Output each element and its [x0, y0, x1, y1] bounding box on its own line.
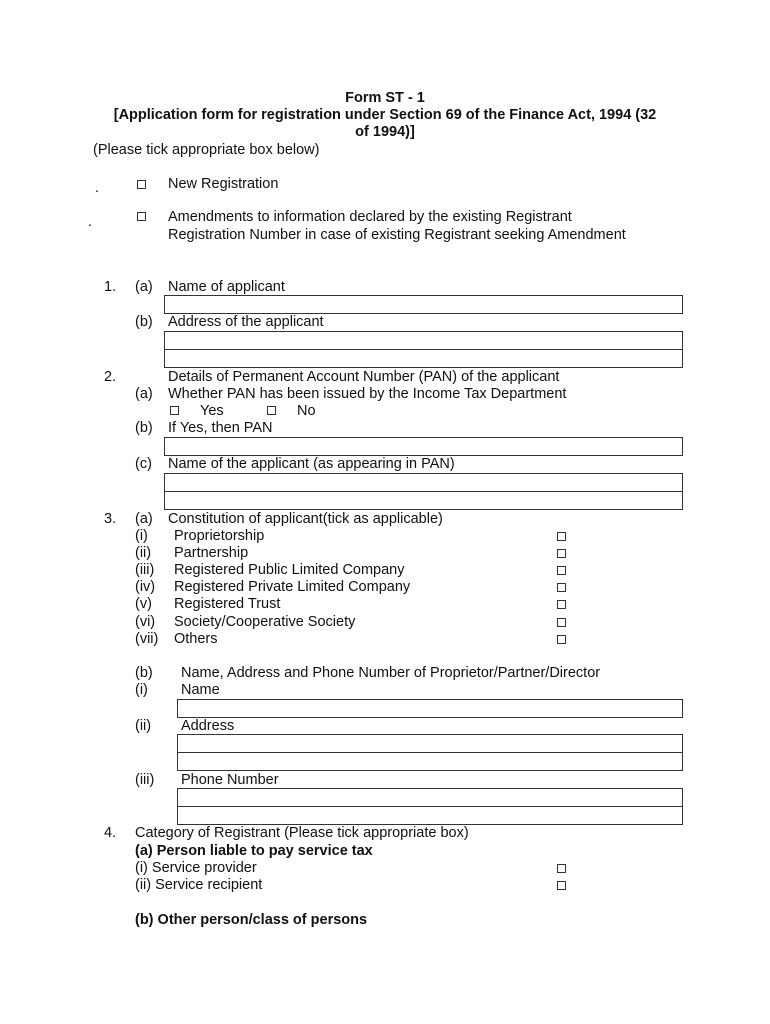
q1a-label: Name of applicant	[168, 279, 285, 295]
q3b-ii-marker: (ii)	[135, 718, 152, 734]
constitution-option-label: Registered Trust	[174, 596, 281, 612]
pan-yes-label: Yes	[200, 403, 224, 419]
constitution-option-checkbox[interactable]	[557, 566, 566, 575]
constitution-option-label: Proprietorship	[174, 528, 265, 544]
applicant-name-field[interactable]	[164, 295, 683, 314]
service-provider-checkbox[interactable]	[557, 864, 566, 873]
pan-no-label: No	[297, 403, 316, 419]
constitution-option-marker: (iv)	[135, 579, 156, 595]
applicant-address-field-1[interactable]	[164, 331, 683, 350]
bullet: .	[88, 214, 93, 230]
q3b-i-label: Name	[181, 682, 220, 698]
q3a-label: Constitution of applicant(tick as applicable)	[168, 511, 443, 527]
amendment-label-line1: Amendments to information declared by the existing Registrant	[168, 209, 572, 225]
applicant-address-field-2[interactable]	[164, 349, 683, 368]
q2c-label: Name of the applicant (as appearing in PAN)	[168, 456, 455, 472]
constitution-option-label: Registered Private Limited Company	[174, 579, 411, 595]
q2a-marker: (a)	[135, 386, 153, 402]
new-registration-label: New Registration	[168, 176, 279, 192]
instruction-text: (Please tick appropriate box below)	[93, 142, 320, 158]
service-recipient-label: (ii) Service recipient	[135, 877, 263, 893]
pan-name-field-1[interactable]	[164, 473, 683, 492]
q3-number: 3.	[104, 511, 117, 527]
q2-number: 2.	[104, 369, 117, 385]
constitution-option-checkbox[interactable]	[557, 532, 566, 541]
constitution-option-checkbox[interactable]	[557, 635, 566, 644]
q3a-marker: (a)	[135, 511, 153, 527]
q4-number: 4.	[104, 825, 117, 841]
constitution-option-checkbox[interactable]	[557, 583, 566, 592]
amendment-checkbox[interactable]	[137, 212, 146, 221]
amendment-label-line2: Registration Number in case of existing Registrant seeking Amendment	[168, 227, 626, 243]
constitution-option-marker: (i)	[135, 528, 148, 544]
constitution-option-label: Others	[174, 631, 218, 647]
q2a-label: Whether PAN has been issued by the Income Tax Department	[168, 386, 567, 402]
service-provider-label: (i) Service provider	[135, 860, 257, 876]
pan-name-field-2[interactable]	[164, 491, 683, 510]
constitution-option-marker: (v)	[135, 596, 152, 612]
constitution-option-checkbox[interactable]	[557, 549, 566, 558]
q3b-marker: (b)	[135, 665, 153, 681]
constitution-option-marker: (iii)	[135, 562, 155, 578]
q3b-iii-marker: (iii)	[135, 772, 155, 788]
q2b-marker: (b)	[135, 420, 153, 436]
q3b-ii-label: Address	[181, 718, 235, 734]
constitution-option-marker: (vi)	[135, 614, 156, 630]
new-registration-checkbox[interactable]	[137, 180, 146, 189]
pan-no-checkbox[interactable]	[267, 406, 276, 415]
director-phone-field-2[interactable]	[177, 806, 683, 825]
form-title: Form ST - 1	[345, 90, 425, 106]
q2-heading: Details of Permanent Account Number (PAN) of the applicant	[168, 369, 560, 385]
q1a-marker: (a)	[135, 279, 153, 295]
constitution-option-checkbox[interactable]	[557, 600, 566, 609]
q2c-marker: (c)	[135, 456, 152, 472]
q3b-iii-label: Phone Number	[181, 772, 279, 788]
q3b-label: Name, Address and Phone Number of Proprietor/Partner/Director	[181, 665, 601, 681]
q1b-marker: (b)	[135, 314, 153, 330]
constitution-option-checkbox[interactable]	[557, 618, 566, 627]
form-subtitle-line2: of 1994)]	[355, 124, 415, 140]
pan-yes-checkbox[interactable]	[170, 406, 179, 415]
service-recipient-checkbox[interactable]	[557, 881, 566, 890]
q4a-heading: (a) Person liable to pay service tax	[135, 843, 373, 859]
form-subtitle-line1: [Application form for registration under Section 69 of the Finance Act, 1994 (32	[113, 107, 657, 123]
q2b-label: If Yes, then PAN	[168, 420, 273, 436]
constitution-option-label: Partnership	[174, 545, 249, 561]
director-phone-field-1[interactable]	[177, 788, 683, 807]
bullet: .	[95, 180, 100, 196]
pan-number-field[interactable]	[164, 437, 683, 456]
q4b-heading: (b) Other person/class of persons	[135, 912, 368, 928]
constitution-option-label: Society/Cooperative Society	[174, 614, 356, 630]
constitution-option-label: Registered Public Limited Company	[174, 562, 405, 578]
director-address-field-2[interactable]	[177, 752, 683, 771]
q1b-label: Address of the applicant	[168, 314, 324, 330]
constitution-option-marker: (ii)	[135, 545, 152, 561]
director-name-field[interactable]	[177, 699, 683, 718]
q4-heading: Category of Registrant (Please tick appropriate box)	[135, 825, 469, 841]
q3b-i-marker: (i)	[135, 682, 148, 698]
q1-number: 1.	[104, 279, 117, 295]
director-address-field-1[interactable]	[177, 734, 683, 753]
constitution-option-marker: (vii)	[135, 631, 159, 647]
